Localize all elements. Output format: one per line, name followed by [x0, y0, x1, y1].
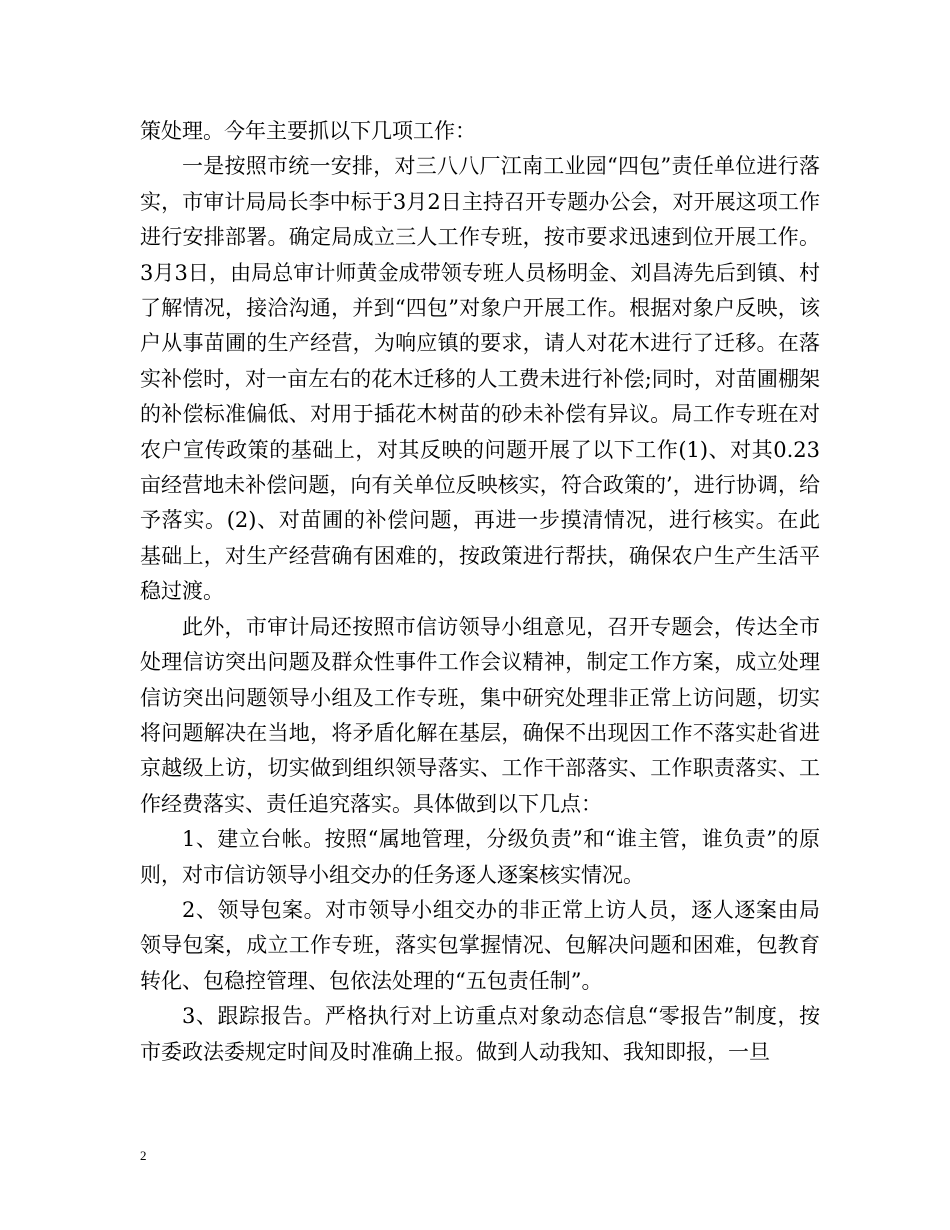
paragraph-6: 3、跟踪报告。严格执行对上访重点对象动态信息“零报告”制度，按市委政法委规定时间及时准确上报。做到人动我知、我知即报，一旦 [140, 1004, 820, 1064]
body-text [140, 114, 820, 1070]
page-number: 2 [140, 1148, 147, 1163]
paragraph-4: 1、建立台帐。按照“属地管理，分级负责”和“谁主管，谁负责”的原则，对市信访领导小组交办的任务逐人逐案核实情况。 [140, 827, 820, 887]
paragraph-5: 2、领导包案。对市领导小组交办的非正常上访人员，逐人逐案由局领导包案，成立工作专班，落实包掌握情况、包解决问题和困难，包教育转化、包稳控管理、包依法处理的“五包责任制”。 [140, 897, 820, 993]
paragraph-2: 一是按照市统一安排，对三八八厂江南工业园“四包”责任单位进行落实，市审计局局长李中标于3月2日主持召开专题办公会，对开展这项工作进行安排部署。确定局成立三人工作专班，按市要求迅速到位开展工作。3月3日，由局总审计师黄金成带领专班人员杨明金、刘昌涛先后到镇、村了解情况，接洽沟通，并到“四包”对象户开展工作。根据对象户反映，该户从事苗圃的生产经营，为响应镇的要求，请人对花木进行了迁移。在落实补偿时，对一亩左右的花木迁移的人工费未进行补偿;同时，对苗圃棚架的补偿标准偏低、对用于插花木树苗的砂未补偿有异议。局工作专班在对农户宣传政策的基础上，对其反映的问题开展了以下工作(1)、对其0.23亩经营地未补偿问题，向有关单位反映核实，符合政策的’，进行协调，给予落实。(2)、对苗圃的补偿问题，再进一步摸清情况，进行核实。在此基础上，对生产经营确有困难的，按政策进行帮扶，确保农户生产生活平稳过渡。 [140, 154, 820, 604]
paragraph-3: 此外，市审计局还按照市信访领导小组意见，召开专题会，传达全市处理信访突出问题及群众性事件工作会议精神，制定工作方案，成立处理信访突出问题领导小组及工作专班，集中研究处理非正常上访问题，切实将问题解决在当地，将矛盾化解在基层，确保不出现因工作不落实赴省进京越级上访，切实做到组织领导落实、工作干部落实、工作职责落实、工作经费落实、责任追究落实。具体做到以下几点： [140, 614, 820, 816]
paragraph-1: 策处理。今年主要抓以下几项工作： [140, 119, 476, 143]
